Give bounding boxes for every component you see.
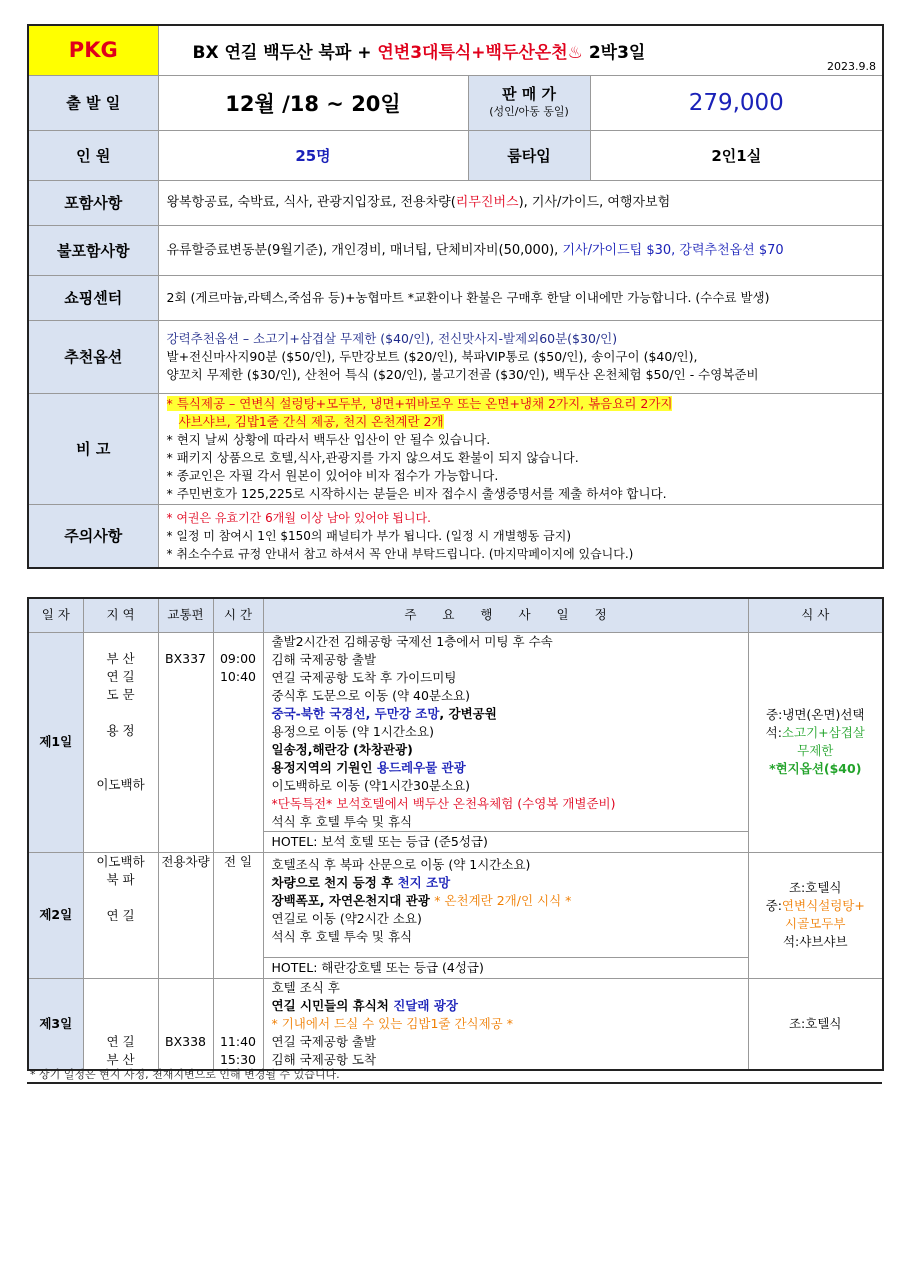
remarks-line-4: * 주민번호가 125,225로 시작하시는 분들은 비자 접수시 출생증명서를 제출 하셔야 합니다. (166, 485, 667, 501)
header-meals: 식 사 (748, 598, 883, 632)
included-text-b: ), 기사/가이드, 여행자보험 (518, 195, 671, 210)
day1-region-2: 연 길 (106, 668, 135, 684)
day2-region-3: 연 길 (106, 907, 135, 923)
table-row (28, 978, 883, 1070)
excluded-text (158, 225, 883, 275)
day2-regions (83, 852, 158, 978)
day2-label: 제2일 (28, 852, 83, 978)
options-line-3: 양꼬치 무제한 ($30/인), 산천어 특식 ($20/인), 불고기전골 ($30/인), 백두산 온천체험 $50/인 - 수영복준비 (166, 366, 759, 382)
day2-transport: 전용차량 (158, 852, 213, 978)
day3-event-2 (272, 997, 740, 1015)
cautions-line-1: * 일정 미 참여시 1인 $150의 패널티가 부가 됩니다. (일정 시 개별행동 금지) (166, 528, 572, 543)
remarks-line-3: * 종교인은 자필 각서 원본이 있어야 비자 접수가 가능합니다. (166, 467, 499, 483)
day1-time-1: 09:00 (219, 650, 257, 666)
day1-times (213, 632, 263, 852)
day2-meal-breakfast: 조:호텔식 (788, 880, 842, 895)
header-transport: 교통편 (158, 598, 213, 632)
day1-hotel: HOTEL: 보석 호텔 또는 등급 (준5성급) (264, 831, 748, 852)
day1-event-6: 용정으로 이동 (약 1시간소요) (271, 723, 434, 739)
day1-label: 제1일 (28, 632, 83, 852)
package-info-table (27, 24, 884, 569)
day2-event-3-orange: * 온천계란 2개/인 시식 * (434, 892, 572, 908)
header-itinerary: 주 요 행 사 일 정 (263, 598, 748, 632)
cautions-text (158, 504, 883, 568)
day1-meal-dinner-a: 석: (765, 725, 782, 740)
day1-event-5 (272, 705, 740, 723)
day2-meal-lunch (749, 897, 883, 915)
price-sublabel: (성인/아동 동일) (489, 104, 569, 118)
day1-events (263, 632, 748, 852)
footer-divider (27, 1082, 882, 1084)
day1-meal-dinner-b: 소고기+삼겹살 (781, 725, 865, 740)
excluded-label: 불포함사항 (28, 225, 158, 275)
day1-time-2: 10:40 (219, 668, 257, 684)
day2-meal-lunch-b: 연변식설렁탕+ (781, 898, 865, 913)
day3-event-4: 연길 국제공항 출발 (271, 1033, 377, 1049)
day2-event-4: 연길로 이동 (약2시간 소요) (271, 910, 422, 926)
schedule-table (27, 597, 884, 1071)
people-label: 인 원 (28, 130, 158, 180)
day2-event-2 (272, 874, 740, 892)
day2-meal-dinner: 석:샤브샤브 (782, 934, 848, 949)
day1-transport: BX337 (158, 632, 213, 852)
day2-event-2-blue: 천지 조망 (397, 874, 451, 890)
remarks-line-2: * 패키지 상품으로 호텔,식사,관광지를 가지 않으셔도 환불이 되지 않습니다. (166, 449, 579, 465)
day1-meal-lunch: 중:냉면(온면)선택 (766, 707, 865, 722)
day1-meal-dinner-c: 무제한 (797, 743, 834, 758)
day3-time-1: 11:40 (219, 1033, 257, 1049)
day1-event-2: 김해 국제공항 출발 (271, 651, 377, 667)
day1-meal-dinner (749, 724, 883, 742)
day1-region-5: 이도백하 (96, 776, 145, 792)
title-highlight: 연변3대특식+백두산온천♨ (377, 42, 583, 63)
remarks-highlight-2: 샤브샤브, 김밥1줄 간식 제공, 천지 온천계란 2개 (178, 413, 444, 429)
departure-value: 12월 /18 ~ 20일 (158, 75, 468, 130)
tour-title-cell (158, 25, 883, 75)
options-line-1: 강력추천옵션 – 소고기+삼겹살 무제한 ($40/인), 전신맛사지-발제외60분($30/인) (166, 330, 618, 346)
day1-event-11: 석식 후 호텔 투숙 및 휴식 (271, 813, 413, 829)
day1-regions (83, 632, 158, 852)
header-day: 일 자 (28, 598, 83, 632)
day2-event-3-a: 장백폭포, 자연온천지대 관광 (271, 892, 435, 908)
day2-events (263, 852, 748, 978)
title-suffix: 2박3일 (582, 42, 646, 63)
day2-hotel: HOTEL: 해란강호텔 또는 등급 (4성급) (264, 957, 748, 978)
day2-meals (748, 852, 883, 978)
header-region: 지 역 (83, 598, 158, 632)
price-value: 279,000 (590, 75, 883, 130)
day1-event-8-blue: 용드레우물 관광 (376, 759, 466, 775)
day2-region-1: 이도백하 (96, 853, 145, 869)
day3-transport-code: BX338 (165, 1033, 206, 1049)
remarks-line-1: * 현지 날씨 상황에 따라서 백두산 입산이 안 될수 있습니다. (166, 431, 491, 447)
excluded-text-blue: 기사/가이드팁 $30, 강력추천옵션 $70 (562, 242, 784, 258)
day3-regions (83, 978, 158, 1070)
day1-meals (748, 632, 883, 852)
day2-region-2: 북 파 (106, 871, 135, 887)
day1-meal-dinner-d: *현지옵션($40) (769, 761, 862, 776)
day3-meal-breakfast: 조:호텔식 (788, 1015, 842, 1031)
room-value: 2인1실 (590, 130, 883, 180)
day3-times (213, 978, 263, 1070)
day2-event-1: 호텔조식 후 북파 산문으로 이동 (약 1시간소요) (271, 856, 531, 872)
pkg-badge (28, 25, 158, 75)
day2-meal-lunch-a: 중: (765, 898, 782, 913)
day1-event-8 (272, 759, 740, 777)
day3-region-2: 부 산 (106, 1051, 135, 1067)
room-label: 룸타입 (468, 130, 590, 180)
schedule-header-row (28, 598, 883, 632)
remarks-highlight-1: * 특식제공 – 연변식 설렁탕+모두부, 냉면+꿔바로우 또는 온면+냉채 2가지, 볶음요리 2가지 (166, 395, 673, 411)
footer-note: * 상기 일정은 현지 사정, 천재지변으로 인해 변경될 수 있습니다. (30, 1068, 340, 1081)
header-time: 시 간 (213, 598, 263, 632)
day3-event-1: 호텔 조식 후 (271, 979, 340, 995)
day2-event-2-a: 차량으로 천지 등정 후 (271, 874, 398, 890)
day3-event-2-a: 연길 시민들의 휴식처 (271, 997, 394, 1013)
day1-event-10: *단독특전* 보석호텔에서 백두산 온천욕체험 (수영복 개별준비) (271, 795, 616, 811)
cautions-red-line: * 여권은 유효기간 6개월 이상 남아 있어야 됩니다. (166, 510, 431, 525)
day1-region-3: 도 문 (106, 686, 135, 702)
excluded-text-a: 유류할증료변동분(9월기준), 개인경비, 매너팁, 단체비자비(50,000), (166, 242, 563, 258)
cautions-label: 주의사항 (28, 504, 158, 568)
day2-meal-lunch-c: 시골모두부 (785, 916, 846, 931)
day1-event-7: 일송정,해란강 (차창관광) (271, 741, 413, 757)
day1-region-1: 부 산 (106, 650, 135, 666)
cautions-line-2: * 취소수수료 규정 안내서 참고 하셔서 꼭 안내 부탁드립니다. (마지막페이지에 있습니다.) (166, 546, 634, 561)
day3-label: 제3일 (28, 978, 83, 1070)
options-text (158, 320, 883, 393)
day2-time: 전 일 (213, 852, 263, 978)
day1-event-5-blue: 중국-북한 국경선, 두만강 조망 (271, 705, 440, 721)
price-label-cell (468, 75, 590, 130)
options-line-2: 발+전신마사지90분 ($50/인), 두만강보트 ($20/인), 북파VIP통로 ($50/인), 송이구이 ($40/인), (166, 348, 698, 364)
day1-event-5-rest: , 강변공원 (439, 705, 497, 721)
day3-region-1: 연 길 (106, 1033, 135, 1049)
included-text-red: 리무진버스 (455, 195, 519, 210)
day1-event-8-a: 용정지역의 기원인 (271, 759, 377, 775)
shopping-text: 2회 (게르마늄,라텍스,죽섬유 등)+농협마트 *교환이나 환불은 구매후 한달 이내에만 가능합니다. (수수료 발생) (158, 275, 883, 320)
people-value: 25명 (158, 130, 468, 180)
price-label: 판 매 가 (502, 84, 556, 103)
day1-event-9: 이도백하로 이동 (약1시간30분소요) (271, 777, 471, 793)
shopping-label: 쇼핑센터 (28, 275, 158, 320)
doc-date: 2023.9.8 (827, 59, 877, 73)
options-label: 추천옵션 (28, 320, 158, 393)
table-row (28, 632, 883, 852)
table-row (28, 852, 883, 978)
remarks-label: 비 고 (28, 393, 158, 504)
day3-meals (748, 978, 883, 1070)
day3-time-2: 15:30 (219, 1051, 257, 1067)
day3-events (263, 978, 748, 1070)
included-label: 포함사항 (28, 180, 158, 225)
day1-region-4: 용 정 (106, 722, 135, 738)
day2-event-5: 석식 후 호텔 투숙 및 휴식 (271, 928, 413, 944)
included-text (158, 180, 883, 225)
day3-event-5: 김해 국제공항 도착 (271, 1051, 377, 1067)
departure-label: 출 발 일 (28, 75, 158, 130)
remarks-text (158, 393, 883, 504)
pkg-badge-text: PKG (68, 38, 118, 63)
day3-transport (158, 978, 213, 1070)
included-text-a: 왕복항공료, 숙박료, 식사, 관광지입장료, 전용차량( (166, 195, 456, 210)
day1-event-3: 연길 국제공항 도착 후 가이드미팅 (271, 669, 457, 685)
day3-event-2-blue: 진달래 광장 (393, 997, 458, 1013)
day1-event-4: 중식후 도문으로 이동 (약 40분소요) (271, 687, 471, 703)
day2-event-3 (272, 892, 740, 910)
title-prefix: BX 연길 백두산 북파 + (192, 42, 378, 63)
day3-event-3: * 기내에서 드실 수 있는 김밥1줄 간식제공 * (271, 1015, 513, 1031)
day1-event-1: 출발2시간전 김해공항 국제선 1층에서 미팅 후 수속 (271, 633, 553, 649)
